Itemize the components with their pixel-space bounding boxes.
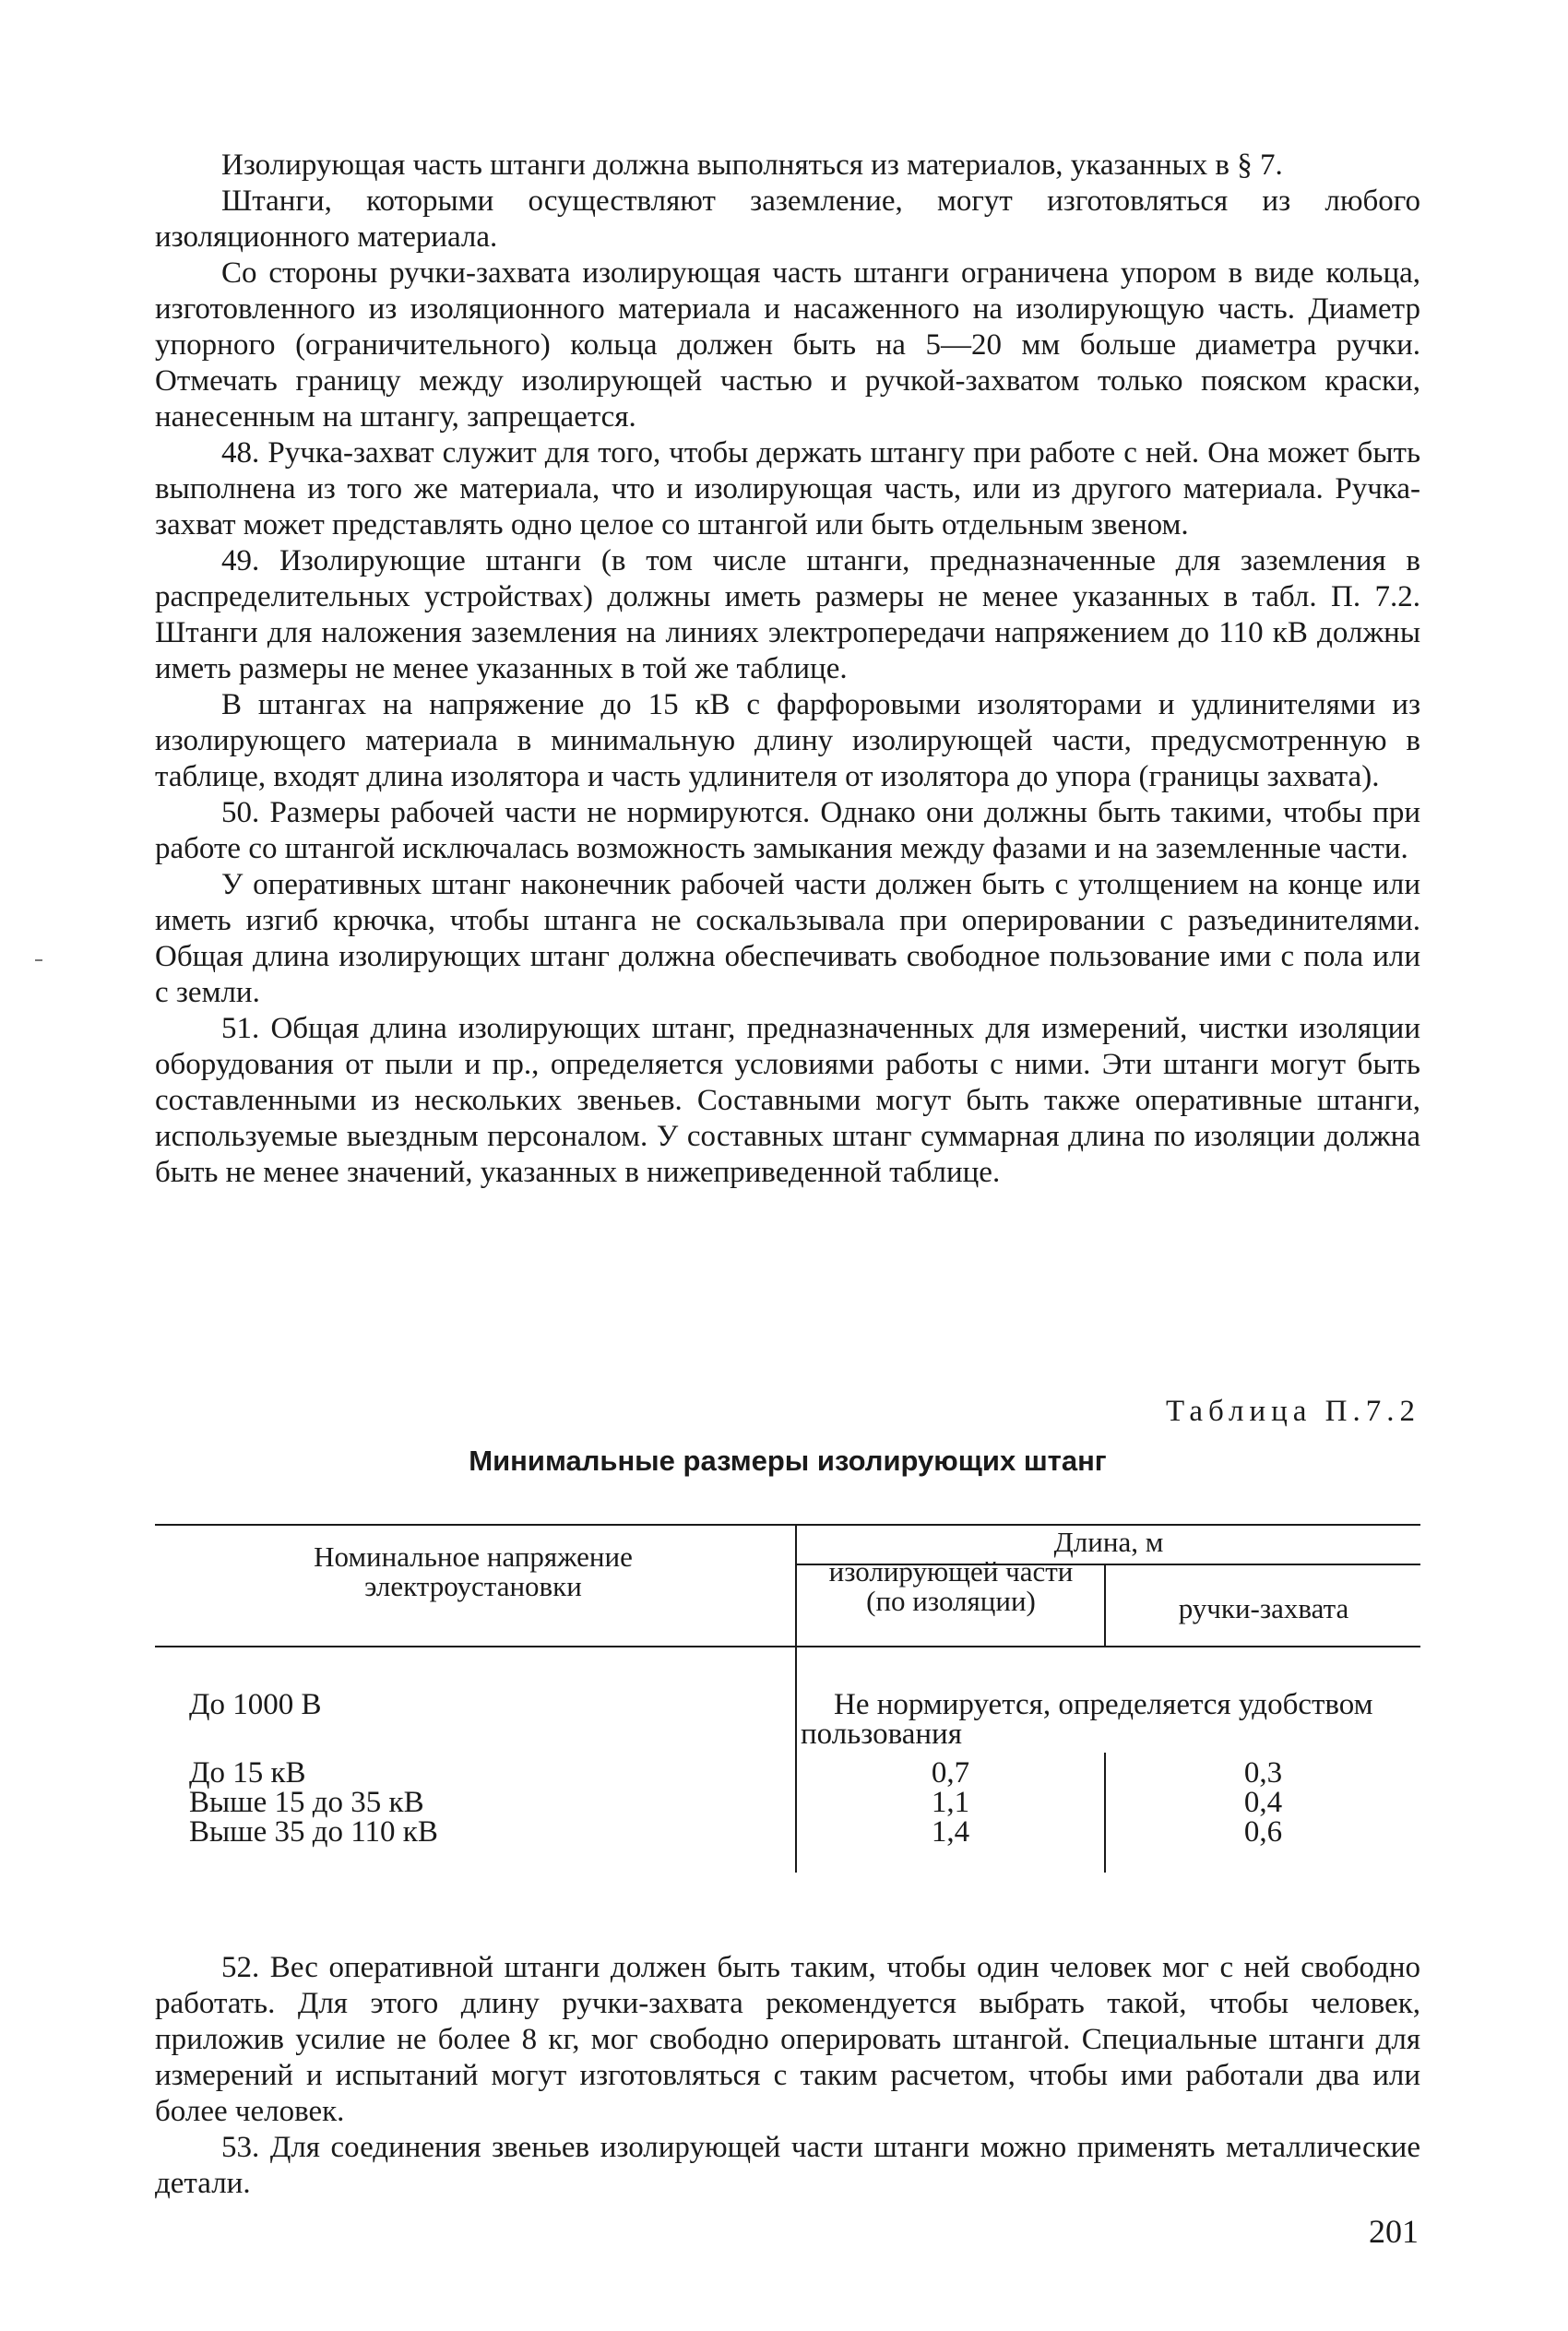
body-text-top: [155, 148, 1420, 1191]
table-top-rule: [155, 1524, 1420, 1526]
header-insulating-part: изолирующей части (по изоляции): [828, 1555, 1074, 1617]
row-label-15kv: До 15 кВ: [189, 1756, 306, 1790]
paragraph-52: 52. Вес оперативной штанги должен быть таким, чтобы один человек мог с ней свободно работать. Для этого длину ручки-захвата рекомендуется выбрать такой, чтобы человек, приложив усилие не более 8 кг, мог свободно оперировать штангой. Специальные штанги для измерений и испытаний могут изготовляться с таким расчетом, чтобы ими работали два или более человек.: [155, 1951, 1420, 2128]
paragraph: В штангах на напряжение до 15 кВ с фарфоровыми изоляторами и удлинителями из изолирующего материала в минимальную длину изолирующей части, предусмотренную в таблице, входят длина изолятора и часть удлинителя от изолятора до упора (границы захвата).: [155, 688, 1420, 793]
header-grip: ручки-захвата: [1178, 1592, 1349, 1624]
row-grip-35kv: 0,4: [1243, 1786, 1283, 1819]
body-text-bottom: [155, 1950, 1420, 2202]
paragraph: У оперативных штанг наконечник рабочей части должен быть с утолщением на конце или иметь изгиб крючка, чтобы штанга не соскальзывала при оперировании с разъединителями. Общая длина изолирующих штанг должна обеспечивать свободное пользование ими с пола или с земли.: [155, 868, 1420, 1009]
row-grip-15kv: 0,3: [1243, 1756, 1283, 1790]
row-grip-110kv: 0,6: [1243, 1815, 1283, 1849]
page-number: 201: [1369, 2213, 1419, 2250]
paragraph: Штанги, которыми осуществляют заземление, могут изготовляться из любого изоляционного материала.: [155, 184, 1420, 254]
paragraph-51: 51. Общая длина изолирующих штанг, предназначенных для измерений, чистки изоляции оборудования от пыли и пр., определяется условиями работы с ними. Эти штанги могут быть составленными из нескольких звеньев. Составными могут быть также оперативные штанги, используемые выездным персоналом. У составных штанг суммарная длина по изоляции должна быть не менее значений, указанных в нижеприведенной таблице.: [155, 1012, 1420, 1189]
row-note-1000v: Не нормируется, определяется удобством пользования: [801, 1688, 1373, 1751]
header-voltage: Номинальное напряжение электроустановки: [314, 1540, 633, 1602]
table-title: Минимальные размеры изолирующих штанг: [469, 1445, 1107, 1477]
table-caption: Таблица П.7.2: [1166, 1395, 1420, 1428]
paragraph-48: 48. Ручка-захват служит для того, чтобы держать штангу при работе с ней. Она может быть выполнена из того же материала, что и изолирующая часть, или из другого материала. Ручка-захват может представлять одно целое со штангой или быть отдельным звеном.: [155, 436, 1420, 541]
header-length: Длина, м: [1053, 1526, 1164, 1558]
paragraph: Изолирующая часть штанги должна выполняться из материалов, указанных в § 7.: [221, 149, 1283, 182]
paragraph-53: 53. Для соединения звеньев изолирующей части штанги можно применять металлические детали.: [155, 2131, 1420, 2200]
row-label-110kv: Выше 35 до 110 кВ: [189, 1815, 438, 1849]
row-label-35kv: Выше 15 до 35 кВ: [189, 1786, 424, 1819]
paragraph: Со стороны ручки-захвата изолирующая часть штанги ограничена упором в виде кольца, изготовленного из изоляционного материала и насаженного на изолирующую часть. Диаметр упорного (ограничительного) кольца должен быть на 5—20 мм больше диаметра ручки. Отмечать границу между изолирующей частью и ручкой-захватом только пояском краски, нанесенным на штангу, запрещается.: [155, 256, 1420, 434]
row-label-1000v: До 1000 В: [189, 1688, 322, 1721]
table-subcol-divider: [1104, 1564, 1106, 1646]
row-iso-35kv: 1,1: [931, 1786, 970, 1819]
paragraph-50: 50. Размеры рабочей части не нормируются. Однако они должны быть такими, чтобы при работе со штангой исключалась возможность замыкания между фазами и на заземленные части.: [155, 796, 1420, 865]
table-header-rule: [155, 1646, 1420, 1647]
row-iso-110kv: 1,4: [931, 1815, 970, 1849]
margin-mark: [35, 959, 42, 961]
row-iso-15kv: 0,7: [931, 1756, 970, 1790]
paragraph-49: 49. Изолирующие штанги (в том числе штанги, предназначенные для заземления в распределительных устройствах) должны иметь размеры не менее указанных в табл. П. 7.2. Штанги для наложения заземления на линиях электропередачи напряжением до 110 кВ должны иметь размеры не менее указанных в той же таблице.: [155, 544, 1420, 685]
